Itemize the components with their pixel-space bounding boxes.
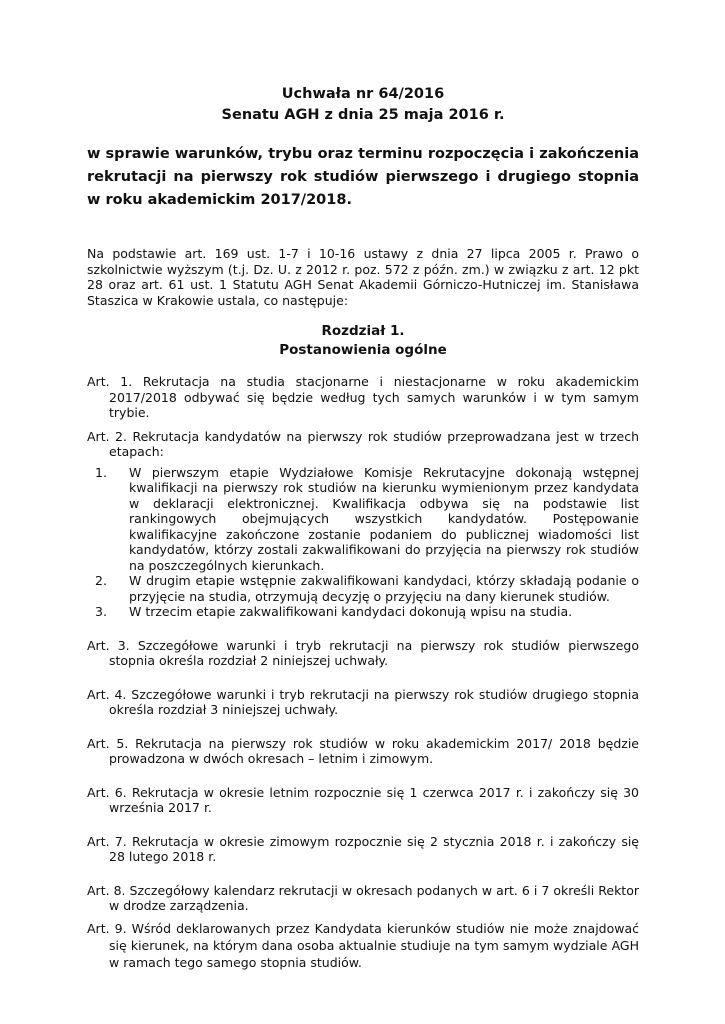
- article-8: Art. 8. Szczegółowy kalendarz rekrutacji w okresach podanych w art. 6 i 7 określi Rektor w drodze zarządzenia.: [87, 882, 639, 913]
- resolution-title: [87, 84, 639, 126]
- legal-basis: Na podstawie art. 169 ust. 1-7 i 10-16 ustawy z dnia 27 lipca 2005 r. Prawo o szkolnictwie wyższym (t.j. Dz. U. z 2012 r. poz. 572 z późn. zm.) w związku z art. 12 pkt 28 oraz art. 61 ust. 1 Statutu AGH Senat Akademii Górniczo-Hutniczej im. Stanisława Staszica w Krakowie ustala, co następuje:: [87, 246, 639, 308]
- list-item-number: 2.: [95, 573, 107, 588]
- resolution-subject: w sprawie warunków, trybu oraz terminu rozpoczęcia i zakończenia rekrutacji na pierwszy rok studiów pierwszego i drugiego stopnia w roku akademickim 2017/2018.: [87, 146, 639, 208]
- article-4: Art. 4. Szczegółowe warunki i tryb rekrutacji na pierwszy rok studiów drugiego stopnia określa rozdział 3 niniejszej uchwały.: [87, 686, 639, 717]
- article-7: Art. 7. Rekrutacja w okresie zimowym rozpocznie się 2 stycznia 2018 r. i zakończy się 28 lutego 2018 r.: [87, 833, 639, 864]
- list-item-text: W pierwszym etapie Wydziałowe Komisje Rekrutacyjne dokonają wstępnej kwalifikacji na pierwszy rok studiów na kierunku wymienionym przez kandydata w deklaracji elektronicznej. Kwalifikacja odbywa się na podstawie list rankingowych obejmujących wszystkich kandydatów. Postępowanie kwalifikacyjne zakończone zostanie podaniem do publicznej wiadomości list kandydatów, którzy zostali zakwalifikowani do przyjęcia na pierwszy rok studiów na poszczególnych kierunkach.: [129, 464, 639, 573]
- document-page: [87, 84, 639, 971]
- article-2: Art. 2. Rekrutacja kandydatów na pierwszy rok studiów przeprowadzana jest w trzech etapach:: [87, 428, 639, 459]
- list-item: [87, 465, 639, 574]
- article-6: Art. 6. Rekrutacja w okresie letnim rozpocznie się 1 czerwca 2017 r. i zakończy się 30 września 2017 r.: [87, 784, 639, 815]
- article-1: Art. 1. Rekrutacja na studia stacjonarne i niestacjonarne w roku akademickim 2017/2018 odbywać się będzie według tych samych warunków i w tym samym trybie.: [87, 374, 639, 420]
- chapter-heading: [87, 322, 639, 360]
- article-3: Art. 3. Szczegółowe warunki i tryb rekrutacji na pierwszy rok studiów pierwszego stopnia określa rozdział 2 niniejszej uchwały.: [87, 637, 639, 668]
- chapter-number: Rozdział 1.: [321, 323, 405, 339]
- title-line-1: Uchwała nr 64/2016: [281, 86, 445, 102]
- stages-list: [87, 465, 639, 620]
- list-item: [87, 604, 639, 620]
- list-item-text: W trzecim etapie zakwalifikowani kandydaci dokonują wpisu na studia.: [129, 604, 573, 619]
- list-item: [87, 573, 639, 604]
- title-line-2: Senatu AGH z dnia 25 maja 2016 r.: [221, 107, 505, 123]
- article-9: Art. 9. Wśród deklarowanych przez Kandydata kierunków studiów nie może znajdować się kierunek, na którym dana osoba aktualnie studiuje na tym samym wydziale AGH w ramach tego samego stopnia studiów.: [87, 920, 639, 970]
- list-item-number: 1.: [95, 464, 107, 480]
- article-5: Art. 5. Rekrutacja na pierwszy rok studiów w roku akademickim 2017/ 2018 będzie prowadzona w dwóch okresach – letnim i zimowym.: [87, 735, 639, 766]
- chapter-title: Postanowienia ogólne: [279, 342, 447, 358]
- list-item-number: 3.: [95, 604, 107, 619]
- list-item-text: W drugim etapie wstępnie zakwalifikowani kandydaci, którzy składają podanie o przyjęcie na studia, otrzymują decyzję o przyjęciu na dany kierunek studiów.: [129, 573, 639, 604]
